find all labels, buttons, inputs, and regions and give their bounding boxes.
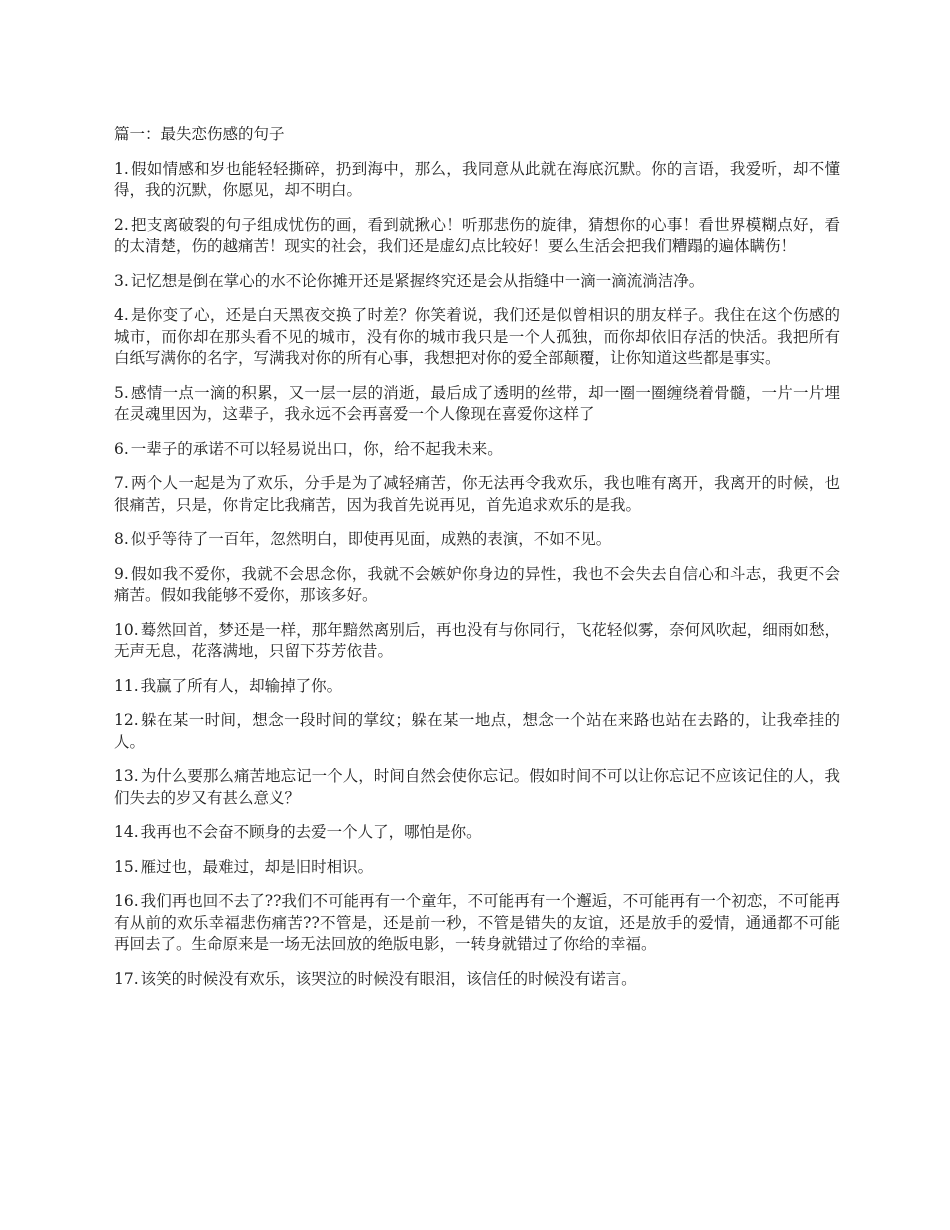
document-title: 篇一：最失恋伤感的句子 [114, 125, 285, 143]
paragraph-item [114, 710, 840, 753]
paragraph-text: 假如我不爱你，我就不会思念你，我就不会嫉妒你身边的异性，我也不会失去自信心和斗志，我更不会痛苦。假如我能够不爱你，那该多好。 [114, 564, 840, 604]
paragraph-item [114, 857, 840, 879]
paragraph-text: 假如情感和岁也能轻轻撕碎，扔到海中，那么，我同意从此就在海底沉默。你的言语，我爱听，却不懂得，我的沉默，你愿见，却不明白。 [114, 159, 840, 199]
paragraph-number: 4. [114, 306, 129, 324]
paragraph-item [114, 766, 840, 809]
paragraph-number: 3. [114, 271, 129, 290]
paragraph-item [114, 620, 840, 663]
paragraph-list [114, 159, 840, 991]
paragraph-text: 雁过也，最难过，却是旧时相识。 [140, 857, 374, 876]
paragraph-item [114, 439, 840, 461]
paragraph-item [114, 891, 840, 956]
paragraph-text: 记忆想是倒在掌心的水不论你摊开还是紧握终究还是会从指缝中一滴一滴流淌洁净。 [130, 271, 705, 290]
paragraph-number: 14. [114, 823, 139, 841]
paragraph-item [114, 529, 840, 551]
paragraph-number: 11. [114, 676, 139, 695]
paragraph-item [114, 215, 840, 258]
paragraph-text: 感情一点一滴的积累，又一层一层的消逝，最后成了透明的丝带，却一圈一圈缠绕着骨髓，一片一片埋在灵魂里因为，这辈子，我永远不会再喜爱一个人像现在喜爱你这样了 [114, 383, 840, 423]
paragraph-item [114, 271, 840, 293]
paragraph-text: 一辈子的承诺不可以轻易说出口，你，给不起我未来。 [130, 439, 503, 458]
paragraph-text: 我们再也回不去了??我们不可能再有一个童年，不可能再有一个邂逅，不可能再有一个初恋，不可能再有从前的欢乐幸福悲伤痛苦??不管是，还是前一秒，不管是错失的友谊，还是放手的爱情，通通都不可能再回去了。生命原来是一场无法回放的绝版电影，一转身就错过了你给的幸福。 [114, 892, 840, 953]
paragraph-item [114, 676, 840, 698]
paragraph-item [114, 383, 840, 426]
paragraph-item [114, 473, 840, 516]
paragraph-text: 蓦然回首，梦还是一样，那年黯然离别后，再也没有与你同行，飞花轻似雾，奈何风吹起，细雨如愁，无声无息，花落满地，只留下芬芳依昔。 [114, 620, 840, 660]
paragraph-text: 该笑的时候没有欢乐，该哭泣的时候没有眼泪，该信任的时候没有诺言。 [140, 969, 637, 988]
paragraph-text: 躲在某一时间，想念一段时间的掌纹；躲在某一地点，想念一个站在来路也站在去路的，让我牵挂的人。 [114, 711, 840, 751]
paragraph-text: 是你变了心，还是白天黑夜交换了时差？你笑着说，我们还是似曾相识的朋友样子。我住在这个伤感的城市，而你却在那头看不见的城市，没有你的城市我只是一个人孤独，而你却依旧存活的快活。我把所有白纸写满你的名字，写满我对你的所有心事，我想把对你的爱全部颠覆，让你知道这些都是事实。 [114, 306, 840, 367]
paragraph-text: 把支离破裂的句子组成忧伤的画，看到就揪心！听那悲伤的旋律，猜想你的心事！看世界模糊点好，看的太清楚，伤的越痛苦！现实的社会，我们还是虚幻点比较好！要么生活会把我们糟蹋的遍体瞒伤！ [114, 215, 840, 255]
paragraph-text: 我赢了所有人，却输掉了你。 [140, 676, 343, 695]
paragraph-number: 8. [114, 530, 129, 548]
paragraph-text: 我再也不会奋不顾身的去爱一个人了，哪怕是你。 [140, 823, 482, 841]
paragraph-number: 10. [114, 620, 139, 639]
paragraph-item [114, 969, 840, 991]
paragraph-text: 为什么要那么痛苦地忘记一个人，时间自然会使你忘记。假如时间不可以让你忘记不应该记住的人，我们失去的岁又有甚么意义？ [114, 767, 840, 807]
paragraph-number: 7. [114, 474, 129, 492]
paragraph-number: 1. [114, 159, 129, 178]
paragraph-number: 9. [114, 564, 129, 583]
paragraph-number: 16. [114, 892, 139, 910]
paragraph-number: 5. [114, 383, 129, 402]
paragraph-item [114, 305, 840, 370]
paragraph-number: 17. [114, 969, 139, 988]
paragraph-number: 12. [114, 711, 139, 729]
document-page [114, 124, 840, 1003]
paragraph-text: 似乎等待了一百年，忽然明白，即使再见面，成熟的表演，不如不见。 [130, 530, 612, 548]
paragraph-item [114, 564, 840, 607]
paragraph-number: 13. [114, 767, 139, 785]
paragraph-text: 两个人一起是为了欢乐，分手是为了减轻痛苦，你无法再令我欢乐，我也唯有离开，我离开的时候，也很痛苦，只是，你肯定比我痛苦，因为我首先说再见，首先追求欢乐的是我。 [114, 474, 840, 514]
paragraph-item [114, 822, 840, 844]
paragraph-number: 2. [114, 215, 129, 234]
paragraph-number: 15. [114, 857, 139, 876]
paragraph-item [114, 159, 840, 202]
paragraph-number: 6. [114, 439, 129, 458]
